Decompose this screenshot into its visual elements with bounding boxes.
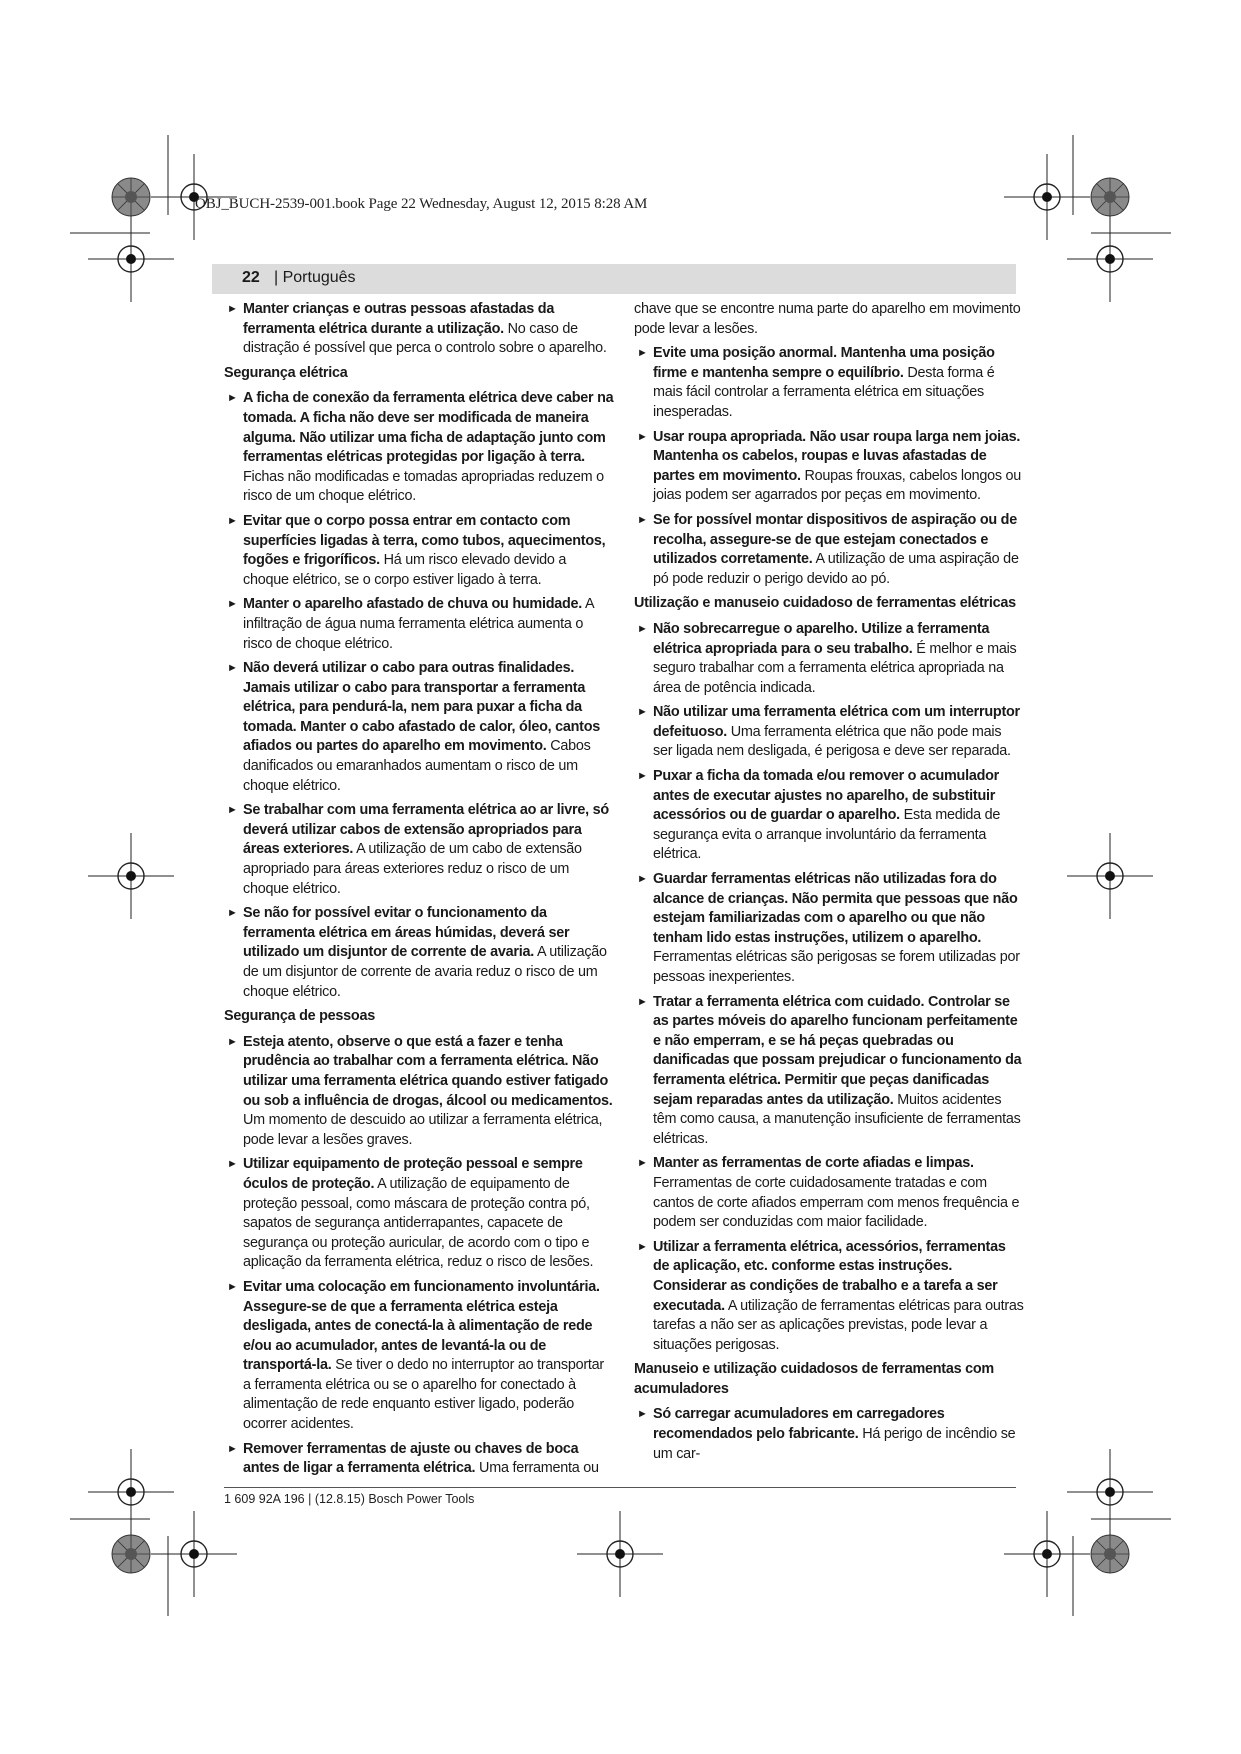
bullet-icon: ► — [637, 347, 648, 360]
list-item: ► Tratar a ferramenta elétrica com cuidado. Controlar se as partes móveis do aparelho funcionam perfeitamente e não emperram, e se há peças quebradas ou danificadas que possam prejudicar o funcionamento da ferramenta elétrica. Permitir que peças danificadas sejam reparadas antes da utilização. Muitos acidentes têm como causa, a manutenção insuficiente de ferramentas elétricas. — [637, 993, 1022, 1147]
bullet-icon: ► — [227, 514, 238, 527]
bullet-icon: ► — [637, 770, 648, 783]
list-item: ► Evite uma posição anormal. Mantenha uma posição firme e mantenha sempre o equilíbrio. Desta forma é mais fácil controlar a ferramenta elétrica em situações inesperadas. — [637, 345, 995, 420]
list-item: ► Utilizar a ferramenta elétrica, acessórios, ferramentas de aplicação, etc. conforme estas instruções. Considerar as condições de trabalho e a tarefa a ser executada. A utilização de ferramentas elétricas para outras tarefas a não ser as aplicações previstas, pode levar a situações perigosas. — [637, 1238, 1024, 1353]
bullet-icon: ► — [227, 392, 238, 405]
bullet-icon: ► — [637, 430, 648, 443]
list-item: ► Evitar uma colocação em funcionamento involuntária. Assegure-se de que a ferramenta elétrica esteja desligada, antes de conectá-la à alimentação de rede e/ou ao acumulador, antes de levantá-la ou de transportá-la. Se tiver o dedo no interruptor ao transportar a ferramenta elétrica ou se o aparelho for conectado à alimentação de rede enquanto estiver ligado, poderão ocorrer acidentes. — [227, 1278, 604, 1433]
list-item: ► Manter crianças e outras pessoas afastadas da ferramenta elétrica durante a utilização. No caso de distração é possível que perca o controlo sobre o aparelho. — [227, 301, 607, 357]
bullet-icon: ► — [227, 1035, 238, 1048]
list-item: ► Esteja atento, observe o que está a fazer e tenha prudência ao trabalhar com a ferramenta elétrica. Não utilizar uma ferramenta elétrica quando estiver fatigado ou sob a influência de drogas, álcool ou medicamentos. Um momento de descuido ao utilizar a ferramenta elétrica, pode levar a lesões graves. — [227, 1033, 613, 1148]
list-item: ► Não utilizar uma ferramenta elétrica com um interruptor defeituoso. Uma ferramenta elétrica que não pode mais ser ligada nem desligada, é perigosa e deve ser reparada. — [637, 704, 1020, 760]
section-heading: Segurança de pessoas — [224, 1008, 375, 1025]
list-item: ► Usar roupa apropriada. Não usar roupa larga nem joias. Mantenha os cabelos, roupas e luvas afastadas de partes em movimento. Roupas frouxas, cabelos longos ou joias podem ser agarrados por peças em movimento. — [637, 428, 1022, 504]
bullet-icon: ► — [637, 873, 648, 886]
bullet-icon: ► — [227, 662, 238, 675]
page-footer: 1 609 92A 196 | (12.8.15) Bosch Power Tools — [224, 1492, 475, 1506]
list-item: ► Guardar ferramentas elétricas não utilizadas fora do alcance de crianças. Não permita que pessoas que não estejam familiarizadas com o aparelho ou que não tenham lido estas instruções, utilizem o aparelho. Ferramentas elétricas são perigosas se forem utilizadas por pessoas inexperientes. — [637, 871, 1020, 985]
bullet-icon: ► — [637, 1157, 648, 1170]
bullet-icon: ► — [637, 1240, 648, 1253]
continued-text: chave que se encontre numa parte do aparelho em movimento pode levar a lesões. — [634, 301, 1021, 337]
bullet-icon: ► — [637, 1408, 648, 1421]
list-item: ► Se não for possível evitar o funcionamento da ferramenta elétrica em áreas húmidas, deverá ser utilizado um disjuntor de corrente de avaria. A utilização de um disjuntor de corrente de avaria reduz o risco de um choque elétrico. — [227, 905, 607, 1000]
list-item: ► Remover ferramentas de ajuste ou chaves de boca antes de ligar a ferramenta elétrica. Uma ferramenta ou — [227, 1440, 599, 1477]
section-heading: Manuseio e utilização cuidadosos de ferramentas com acumuladores — [634, 1361, 994, 1397]
bullet-icon: ► — [227, 1442, 238, 1455]
list-item: ► Puxar a ficha da tomada e/ou remover o acumulador antes de executar ajustes no aparelho, de substituir acessórios ou de guardar o aparelho. Esta medida de segurança evita o arranque involuntário da ferramenta elétrica. — [637, 768, 1001, 863]
footer-divider — [224, 1487, 1016, 1488]
bullet-icon: ► — [227, 1158, 238, 1171]
bullet-icon: ► — [227, 804, 238, 817]
left-column — [224, 300, 614, 1484]
bullet-icon: ► — [637, 995, 648, 1008]
list-item: ► Evitar que o corpo possa entrar em contacto com superfícies ligadas à terra, como tubos, aquecimentos, fogões e frigoríficos. Há um risco elevado devido a choque elétrico, se o corpo estiver ligado à terra. — [227, 512, 606, 588]
page-number: 22 — [242, 269, 260, 286]
bullet-icon: ► — [637, 706, 648, 719]
page-header-band — [212, 264, 1016, 294]
page-language: | Português — [274, 269, 356, 286]
bullet-icon: ► — [227, 907, 238, 920]
list-item: ► Manter o aparelho afastado de chuva ou humidade. A infiltração de água numa ferramenta elétrica aumenta o risco de choque elétrico. — [227, 596, 594, 652]
list-item: ► Manter as ferramentas de corte afiadas e limpas. Ferramentas de corte cuidadosamente tratadas e com cantos de corte afiados emperram com menos frequência e podem ser conduzidas com maior facilidade. — [637, 1155, 1020, 1231]
bullet-icon: ► — [637, 622, 648, 635]
section-heading: Utilização e manuseio cuidadoso de ferramentas elétricas — [634, 595, 1016, 612]
list-item: ► Não sobrecarregue o aparelho. Utilize a ferramenta elétrica apropriada para o seu trabalho. É melhor e mais seguro trabalhar com a ferramenta elétrica apropriada na área de potência indicada. — [637, 620, 1017, 696]
list-item: ► Não deverá utilizar o cabo para outras finalidades. Jamais utilizar o cabo para transportar a ferramenta elétrica, para pendurá-la, nem para puxar a ficha da tomada. Manter o cabo afastado de calor, óleo, cantos afiados ou partes do aparelho em movimento. Cabos danificados ou emaranhados aumentam o risco de um choque elétrico. — [227, 660, 600, 794]
right-column — [634, 300, 1024, 1469]
list-item: ► Utilizar equipamento de proteção pessoal e sempre óculos de proteção. A utilização de equipamento de proteção pessoal, como máscara de proteção contra pó, sapatos de segurança antiderrapantes, capacete de segurança ou proteção auricular, de acordo com o tipo e aplicação da ferramenta elétrica, reduz o risco de lesões. — [227, 1156, 594, 1271]
bullet-icon: ► — [227, 303, 238, 315]
list-item: ► Se trabalhar com uma ferramenta elétrica ao ar livre, só deverá utilizar cabos de extensão apropriados para áreas exteriores. A utilização de um cabo de extensão apropriado para áreas exteriores reduz o risco de um choque elétrico. — [227, 802, 609, 897]
bullet-icon: ► — [227, 1280, 238, 1293]
bullet-icon: ► — [637, 513, 648, 526]
list-item: ► Se for possível montar dispositivos de aspiração ou de recolha, assegure-se de que estejam conectados e utilizados corretamente. A utilização de uma aspiração de pó pode reduzir o perigo devido ao pó. — [637, 511, 1019, 587]
bullet-icon: ► — [227, 598, 238, 611]
list-item: ► A ficha de conexão da ferramenta elétrica deve caber na tomada. A ficha não deve ser modificada de maneira alguma. Não utilizar uma ficha de adaptação junto com ferramentas elétricas protegidas por ligação à terra. Fichas não modificadas e tomadas apropriadas reduzem o risco de um choque elétrico. — [227, 390, 614, 505]
print-header: OBJ_BUCH-2539-001.book Page 22 Wednesday, August 12, 2015 8:28 AM — [195, 196, 648, 212]
section-heading: Segurança elétrica — [224, 364, 348, 381]
list-item: ► Só carregar acumuladores em carregadores recomendados pelo fabricante. Há perigo de incêndio se um car- — [637, 1406, 1016, 1462]
